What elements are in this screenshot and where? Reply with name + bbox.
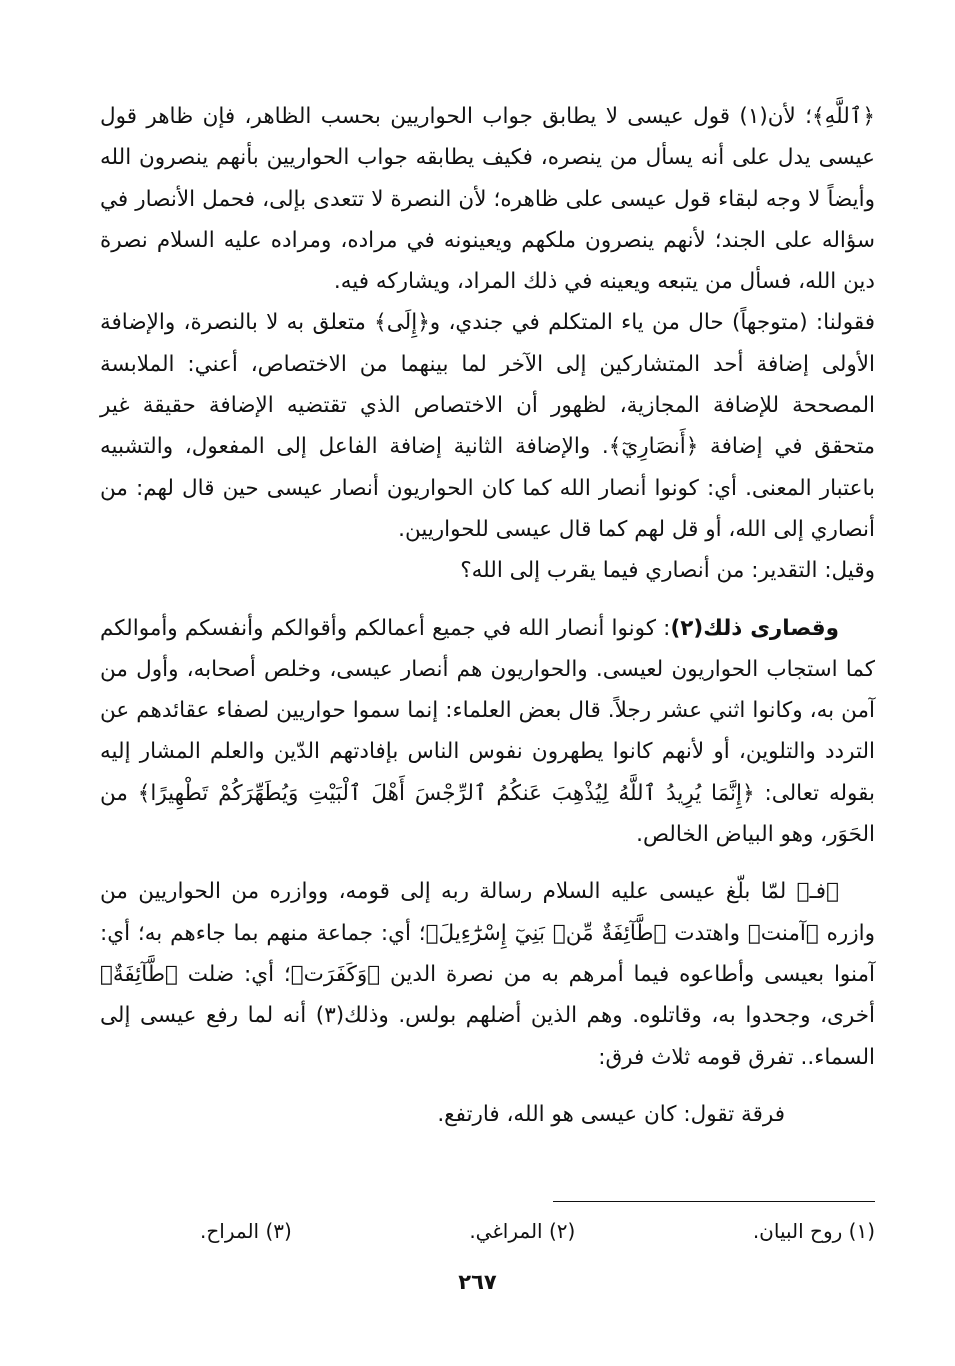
paragraph-4-lead: وقصارى ذلك(٢) — [670, 615, 839, 641]
footnote-2: (٢) المراغي. — [469, 1219, 576, 1243]
paragraph-1: ﴿ٱللَّهِ﴾؛ لأن(١) قول عيسى لا يطابق جواب الحواريين بحسب الظاهر، فإن ظاهر قول عيسى يدل على أنه يسأل من ينصره، فكيف يطابقه جواب الحواريين بأنهم ينصرون الله وأيضاً لا وجه لبقاء قول عيسى على ظاهره؛ لأن النصرة لا تتعدى بإلى، فحمل الأنصار في سؤاله على الجند؛ لأنهم ينصرون ملكهم ويعينونه في مراده، ومراده عليه السلام نصرة دين الله، فسأل من يتبعه ويعينه في ذلك المراد، ويشاركه فيه. — [100, 104, 875, 295]
paragraph-2: فقولنا: (متوجهاً) حال من ياء المتكلم في جندي، و﴿إِلَى﴾ متعلق به لا بالنصرة، والإضافة الأولى إضافة أحد المتشاركين إلى الآخر لما بينهما من الاختصاص، أعني: الملابسة المصححة للإضافة المجازية، لظهور أن الاختصاص الذي تقتضيه الإضافة حقيقة غير متحقق في إضافة ﴿أَنصَارِيٓ﴾. والإضافة الثانية إضافة الفاعل إلى المفعول، والتشبيه باعتبار المعنى. أي: كونوا أنصار الله كما كان الحواريون أنصار عيسى حين قال لهم: من أنصاري إلى الله، أو قل لهم كما قال عيسى للحواريين. — [100, 310, 875, 542]
paragraph-4-text: : كونوا أنصار الله في جميع أعمالكم وأقوالكم وأنفسكم وأموالكم كما استجاب الحواريون لعيسى. والحواريون هم أنصار عيسى، وخلص أصحابه، وأول من آمن به، وكانوا اثني عشر رجلاً. قال بعض العلماء: إنما سموا حواريين لصفاء عقائدهم عن التردد والتلوين، أو لأنهم كانوا يطهرون نفوس الناس بإفادتهم الدّين والعلم المشار إليه بقوله تعالى: ﴿إِنَّمَا يُرِيدُ ٱللَّهُ لِيُذْهِبَ عَنكُمُ ٱلرِّجْسَ أَهْلَ ٱلْبَيْتِ وَيُطَهِّرَكُمْ تَطْهِيرًا﴾ من الحَوَر، وهو البياض الخالص. — [100, 615, 875, 848]
paragraph-6: فرقة تقول: كان عيسى هو الله، فارتفع. — [437, 1101, 785, 1127]
page-body — [100, 96, 875, 1135]
paragraph-3: وقيل: التقدير: من أنصاري فيما يقرب إلى الله؟ — [460, 558, 875, 584]
footnote-3: (٣) المراح. — [200, 1219, 292, 1243]
page-number: ٢٦٧ — [458, 1270, 497, 1294]
paragraph-4 — [100, 608, 875, 856]
footnote-1: (١) روح البيان. — [752, 1219, 875, 1243]
footnote-divider — [553, 1201, 875, 1202]
paragraph-5: ﴿فـ﴾ لمّا بلّغ عيسى عليه السلام رسالة ربه إلى قومه، ووازره من الحواريين من وازره ﴿آمنت﴾ واهتدت ﴿طَّآئِفَةٌ مِّنۢ بَنِيٓ إِسْرَٰٓءِيلَ﴾؛ أي: جماعة منهم بما جاءهم به؛ أي: آمنوا بعيسى وأطاعوه فيما أمرهم به من نصرة الدين ﴿وَكَفَرَت﴾؛ أي: ضلت ﴿طَّآئِفَةٌ﴾ أخرى، وجحدوا به، وقاتلوه. وهم الذين أضلهم بولس. وذلك(٣) أنه لما رفع عيسى إلى السماء.. تفرق قومه ثلاث فرق: — [100, 879, 875, 1070]
footnotes — [200, 1216, 875, 1246]
